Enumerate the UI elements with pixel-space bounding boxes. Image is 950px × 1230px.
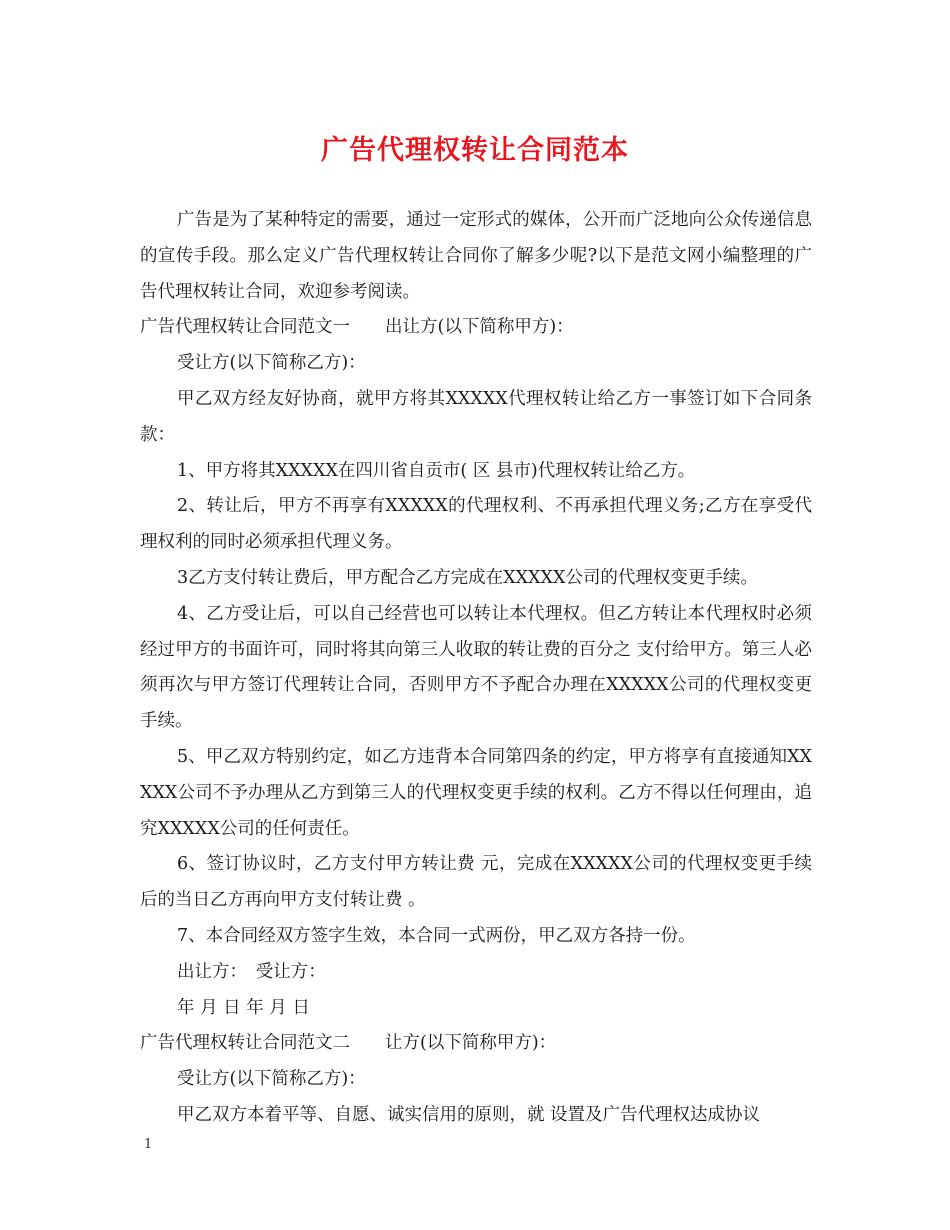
paragraph-intro: 广告是为了某种特定的需要，通过一定形式的媒体，公开而广泛地向公众传递信息的宣传手段。那么定义广告代理权转让合同你了解多少呢?以下是范文网小编整理的广告代理权转让合同，欢迎参考阅读。 xyxy=(140,210,812,302)
paragraph-signatures: 出让方： 受让方： xyxy=(177,961,326,982)
paragraph-preamble: 甲乙双方经友好协商，就甲方将其XXXXX代理权转让给乙方一事签订如下合同条款： xyxy=(140,388,812,445)
paragraph-sample-two-heading: 广告代理权转让合同范文二 让方(以下简称甲方)： xyxy=(140,1033,557,1054)
paragraph-assignee: 受让方(以下简称乙方)： xyxy=(177,353,366,374)
paragraph-clause-5: 5、甲乙双方特别约定，如乙方违背本合同第四条的约定，甲方将享有直接通知XXXXX公司不予办理从乙方到第三人的代理权变更手续的权利。乙方不得以任何理由，追究XXXXX公司的任何责任。 xyxy=(140,746,812,839)
paragraph-clause-7: 7、本合同经双方签字生效，本合同一式两份，甲乙双方各持一份。 xyxy=(177,925,696,946)
paragraph-dates: 年 月 日 年 月 日 xyxy=(177,997,310,1018)
document-title: 广告代理权转让合同范本 xyxy=(321,135,629,166)
paragraph-clause-6: 6、签订协议时，乙方支付甲方转让费 元，完成在XXXXX公司的代理权变更手续后的当日乙方再向甲方支付转让费 。 xyxy=(140,854,812,911)
document-body xyxy=(140,203,812,1134)
paragraph-clause-4: 4、乙方受让后，可以自己经营也可以转让本代理权。但乙方转让本代理权时必须经过甲方的书面许可，同时将其向第三人收取的转让费的百分之 支付给甲方。第三人必须再次与甲方签订代理转让合同，否则甲方不予配合办理在XXXXX公司的代理权变更手续。 xyxy=(140,603,812,732)
paragraph-sample-one-heading: 广告代理权转让合同范文一 出让方(以下简称甲方)： xyxy=(140,317,574,338)
paragraph-clause-3: 3乙方支付转让费后，甲方配合乙方完成在XXXXX公司的代理权变更手续。 xyxy=(177,567,758,588)
paragraph-clause-2: 2、转让后，甲方不再享有XXXXX的代理权利、不再承担代理义务;乙方在享受代理权利的同时必须承担代理义务。 xyxy=(140,496,812,553)
paragraph-clause-1: 1、甲方将其XXXXX在四川省自贡市( 区 县市)代理权转让给乙方。 xyxy=(177,460,696,481)
page-number: 1 xyxy=(144,1137,153,1152)
paragraph-preamble-two: 甲乙双方本着平等、自愿、诚实信用的原则，就 设置及广告代理权达成协议 xyxy=(177,1104,761,1125)
paragraph-assignee-two: 受让方(以下简称乙方)： xyxy=(177,1069,366,1090)
